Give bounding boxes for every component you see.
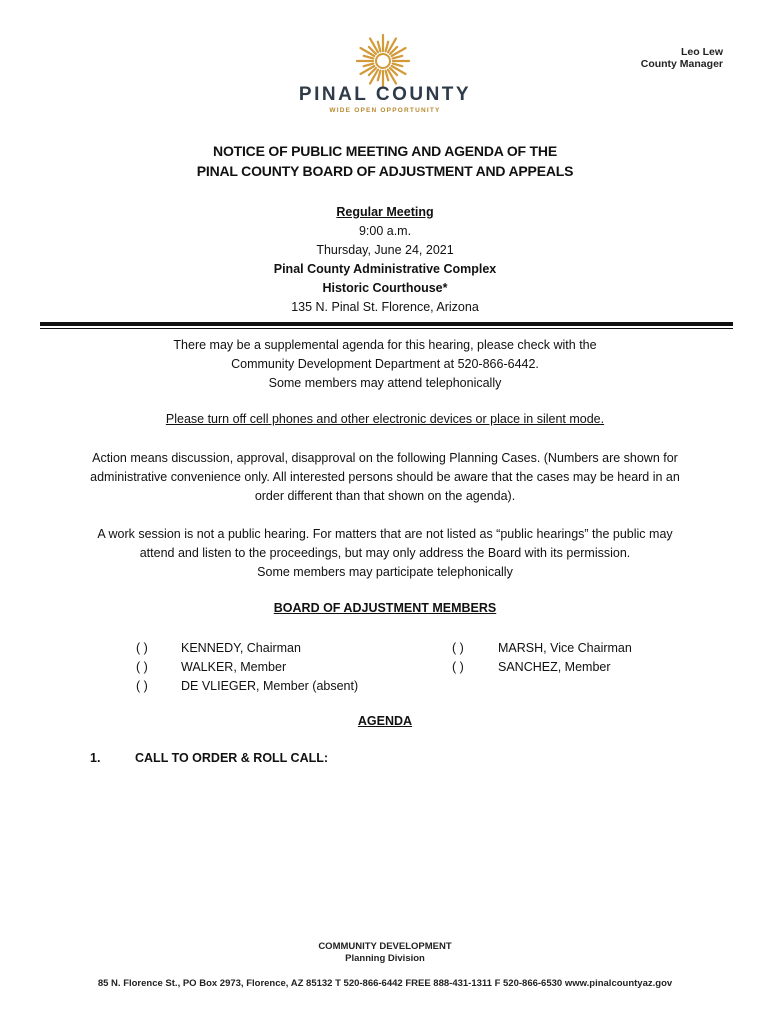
action-notice (45, 449, 725, 506)
footer-contact: 85 N. Florence St., PO Box 2973, Florence, AZ 85132 T 520-866-6442 FREE 888-431-1311 F 520-866-6530 www.pinalcountyaz.gov (97, 978, 673, 989)
member-kennedy: KENNEDY, Chairman (181, 641, 301, 655)
supplemental-line-2: Community Development Department at 520-866-6442. (231, 357, 539, 371)
meeting-building: Historic Courthouse* (322, 281, 448, 295)
sun-ray (378, 71, 381, 81)
agenda-item-number: 1. (90, 751, 101, 765)
sun-ray (393, 56, 403, 59)
right-members (498, 639, 632, 677)
phones-notice: Please turn off cell phones and other electronic devices or place in silent mode. (165, 412, 605, 426)
sun-logo-icon (355, 33, 411, 89)
member-checkbox: ( ) (452, 660, 464, 674)
meeting-address: 135 N. Pinal St. Florence, Arizona (291, 300, 479, 314)
action-line-3: order different than that shown on the agenda). (254, 489, 516, 503)
work-line-3: Some members may participate telephonically (257, 565, 513, 579)
work-session-notice (45, 525, 725, 582)
right-checkboxes (452, 639, 464, 677)
sun-ray (393, 64, 403, 67)
divider-thin (40, 328, 733, 329)
footer-division: Planning Division (345, 953, 425, 964)
member-checkbox: ( ) (136, 660, 148, 674)
manager-title: County Manager (640, 58, 723, 70)
supplemental-line-1: There may be a supplemental agenda for this hearing, please check with the (173, 338, 597, 352)
action-line-1: Action means discussion, approval, disapproval on the following Planning Cases. (Numbers are shown for (92, 451, 678, 465)
logo-tagline: WIDE OPEN OPPORTUNITY (329, 107, 441, 114)
meeting-info (0, 203, 770, 317)
meeting-type: Regular Meeting (336, 205, 434, 219)
member-walker: WALKER, Member (181, 660, 287, 674)
logo-name: PINAL COUNTY (298, 84, 472, 105)
manager-name: Leo Lew (680, 46, 723, 58)
left-checkboxes (136, 639, 148, 696)
member-sanchez: SANCHEZ, Member (498, 660, 611, 674)
meeting-date: Thursday, June 24, 2021 (316, 243, 454, 257)
member-marsh: MARSH, Vice Chairman (498, 641, 632, 655)
members-heading: BOARD OF ADJUSTMENT MEMBERS (273, 601, 497, 615)
meeting-time: 9:00 a.m. (358, 224, 412, 238)
page-title (0, 141, 770, 181)
divider-thick (40, 322, 733, 326)
title-line-2: PINAL COUNTY BOARD OF ADJUSTMENT AND APPEALS (196, 163, 574, 179)
agenda-heading: AGENDA (357, 714, 413, 728)
sun-ray (386, 71, 389, 81)
agenda-item-text: CALL TO ORDER & ROLL CALL: (135, 751, 329, 765)
footer-dept: COMMUNITY DEVELOPMENT (318, 941, 452, 952)
footer-department (0, 941, 770, 965)
sun-ray (364, 56, 374, 59)
member-checkbox: ( ) (136, 679, 148, 693)
sun-ray (386, 42, 389, 52)
action-line-2: administrative convenience only. All interested persons should be aware that the cases may be heard in an (90, 470, 680, 484)
meeting-venue: Pinal County Administrative Complex (273, 262, 497, 276)
work-line-2: attend and listen to the proceedings, but may only address the Board with its permission. (139, 546, 631, 560)
sun-ray (364, 64, 374, 67)
left-members (181, 639, 358, 696)
member-de-vlieger: DE VLIEGER, Member (absent) (181, 679, 359, 693)
member-checkbox: ( ) (452, 641, 464, 655)
supplemental-line-3: Some members may attend telephonically (268, 376, 502, 390)
sun-ray (378, 42, 381, 52)
member-checkbox: ( ) (136, 641, 148, 655)
title-line-1: NOTICE OF PUBLIC MEETING AND AGENDA OF THE (213, 143, 557, 159)
supplemental-notice (0, 336, 770, 393)
manager-block (641, 46, 723, 70)
work-line-1: A work session is not a public hearing. For matters that are not listed as “public hearings” the public may (97, 527, 673, 541)
